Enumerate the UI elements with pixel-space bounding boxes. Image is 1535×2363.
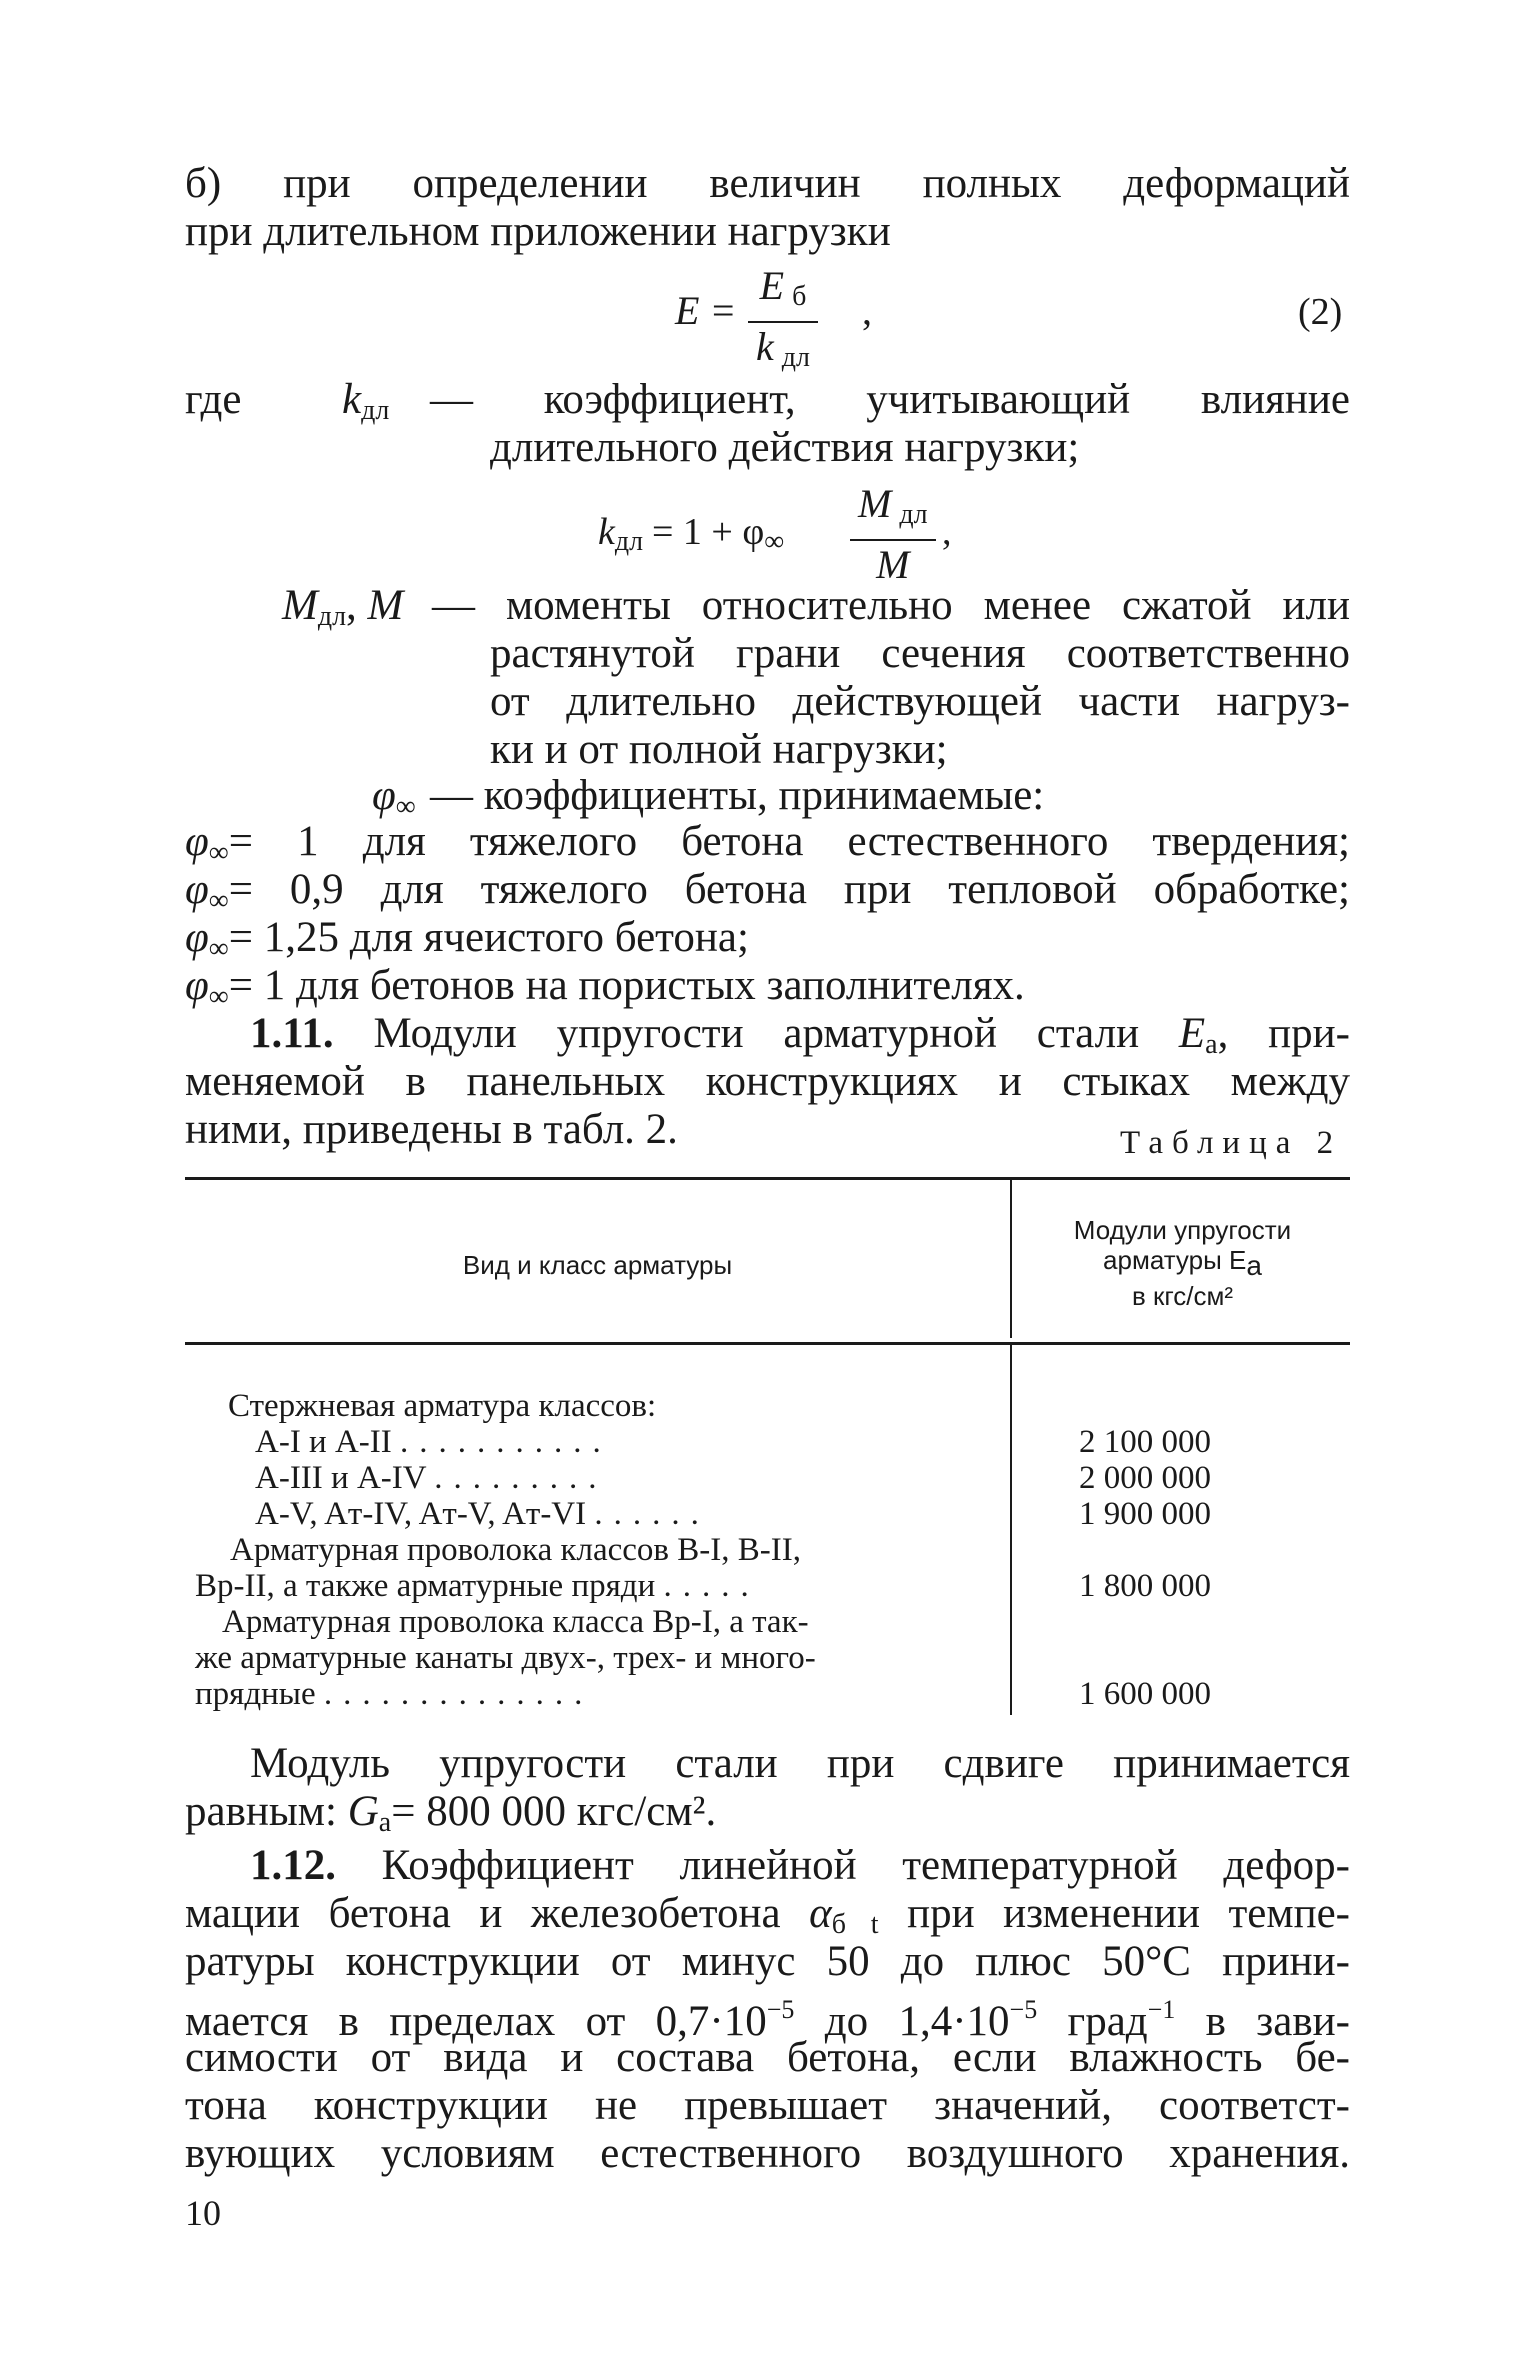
formula-k-numerator: M $_{дл}$	[858, 481, 928, 530]
table-wire2-line-2: же арматурные канаты двух-, трех- и много-	[195, 1640, 816, 1676]
table-wire1-value: 1 800 000	[1079, 1568, 1211, 1604]
table-row-2-value: 2 000 000	[1079, 1460, 1211, 1496]
page-number: 10	[185, 2193, 221, 2233]
formula2-comma: ,	[862, 288, 872, 333]
moments-symbols: $M_{дл}$, M	[282, 582, 404, 632]
table-row-3-value: 1 900 000	[1079, 1496, 1211, 1532]
table-caption: Таблица 2	[1120, 1125, 1343, 1161]
para-1-12-line-3: ратуры конструкции от минус 50 до плюс 50°C прини-	[185, 1938, 1350, 1985]
where-k-symbol: $k_{дл}$	[342, 376, 390, 426]
para-1-12-line-7: вующих условиям естественного воздушного хранения.	[185, 2130, 1350, 2177]
intro-line-2: при длительном приложении нагрузки	[185, 208, 891, 255]
formula-k-rhs: = $1 + \varphi_\infty$	[652, 511, 785, 557]
shear-line-2: равным: $G_а= 800$ 000 кгс/см².	[185, 1788, 717, 1838]
table-wire1-line-2: Bp-II, а также арматурные пряди .....	[195, 1568, 760, 1604]
table-row-1-value: 2 100 000	[1079, 1424, 1211, 1460]
formula2-numerator: E $_б$	[759, 263, 807, 312]
table-group-title: Стержневая арматура классов:	[228, 1388, 657, 1424]
formula2-number: (2)	[1298, 291, 1343, 333]
table-row-3-label: A-V, Aт-IV, Aт-V, Aт-VI ......	[255, 1496, 710, 1532]
para-1-12-line-6: тона конструкции не превышает значений, соответст-	[185, 2082, 1350, 2129]
para-1-11-line-2: меняемой в панельных конструкциях и стыках между	[185, 1058, 1350, 1105]
formula2-denominator: k $_{дл}$	[756, 324, 810, 373]
para-1-12-line-2: мации бетона и железобетона $\alpha_{б t}$ при изменении темпе-	[185, 1890, 1350, 1940]
table-wire2-line-1: Арматурная проволока класса Bp-I, а так-	[222, 1604, 809, 1640]
where-word: где	[185, 376, 242, 423]
moments-line-4: ки и от полной нагрузки;	[490, 726, 948, 773]
phi-item-4: $\varphi_\infty= 1$ для бетонов на пористых заполнителях.	[185, 962, 1025, 1012]
para-1-12-line-1: 1.12. Коэффициент линейной температурной дефор-	[250, 1842, 1351, 1889]
formula2-fraction	[748, 262, 818, 382]
where-definition-line-2: длительного действия нагрузки;	[490, 424, 1080, 471]
table-top-rule	[185, 1177, 1350, 1180]
table-header-divider	[1010, 1180, 1012, 1338]
formula-k-comma: ,	[942, 511, 952, 553]
table-wire1-line-1: Арматурная проволока классов B-I, B-II,	[230, 1532, 801, 1568]
table-row-2-label: A-III и A-IV .........	[255, 1460, 608, 1496]
moments-line-3: от длительно действующей части нагруз-	[490, 678, 1350, 725]
para-1-11-line-3: ними, приведены в табл. 2.	[185, 1106, 678, 1153]
table-wire2-line-3: прядные ..............	[195, 1676, 594, 1712]
phi-item-1: $\varphi_\infty= 1$ для тяжелого бетона естественного твердения;	[185, 818, 1350, 868]
phi-item-3: $\varphi_\infty= 1,25$ для ячеистого бетона;	[185, 914, 749, 964]
table-header-rule	[185, 1342, 1350, 1345]
formula-k-denominator: M	[876, 542, 910, 587]
table-header-col1: Вид и класс арматуры	[462, 1250, 733, 1280]
formula-k-lhs: $k_{дл}$	[598, 511, 644, 557]
para-1-12-line-5: симости от вида и состава бетона, если влажность бе-	[185, 2034, 1350, 2081]
intro-line-1: б) при определении величин полных деформаций	[185, 160, 1350, 207]
table-wire2-value: 1 600 000	[1079, 1676, 1211, 1712]
where-definition-line-1: — коэффициент, учитывающий влияние	[430, 376, 1350, 423]
shear-line-1: Модуль упругости стали при сдвиге принимается	[250, 1740, 1350, 1787]
phi-definition: — коэффициенты, принимаемые:	[430, 772, 1045, 819]
moments-line-1: — моменты относительно менее сжатой или	[432, 582, 1350, 629]
para-1-12-line-4: мается в пределах от $0,7\cdot 10^{-5}$ до $1,4\cdot 10^{-5}$ град$^{-1}$ в зави-	[185, 1995, 1351, 2045]
formula2-lhs: E =	[675, 288, 737, 333]
para-1-11-line-1: 1.11. Модули упругости арматурной стали $E_а$, при-	[250, 1010, 1350, 1060]
formula-k-fraction	[850, 480, 936, 589]
table-body-divider	[1010, 1345, 1012, 1715]
phi-symbol: $\varphi_\infty$	[372, 772, 416, 822]
moments-line-2: растянутой грани сечения соответственно	[490, 630, 1350, 677]
phi-item-2: $\varphi_\infty= 0,9$ для тяжелого бетона при тепловой обработке;	[185, 866, 1350, 916]
table-row-1-label: A-I и A-II ...........	[255, 1424, 612, 1460]
table-header-col2: Модули упругости арматуры Eа в кгс/см²	[1073, 1215, 1292, 1311]
